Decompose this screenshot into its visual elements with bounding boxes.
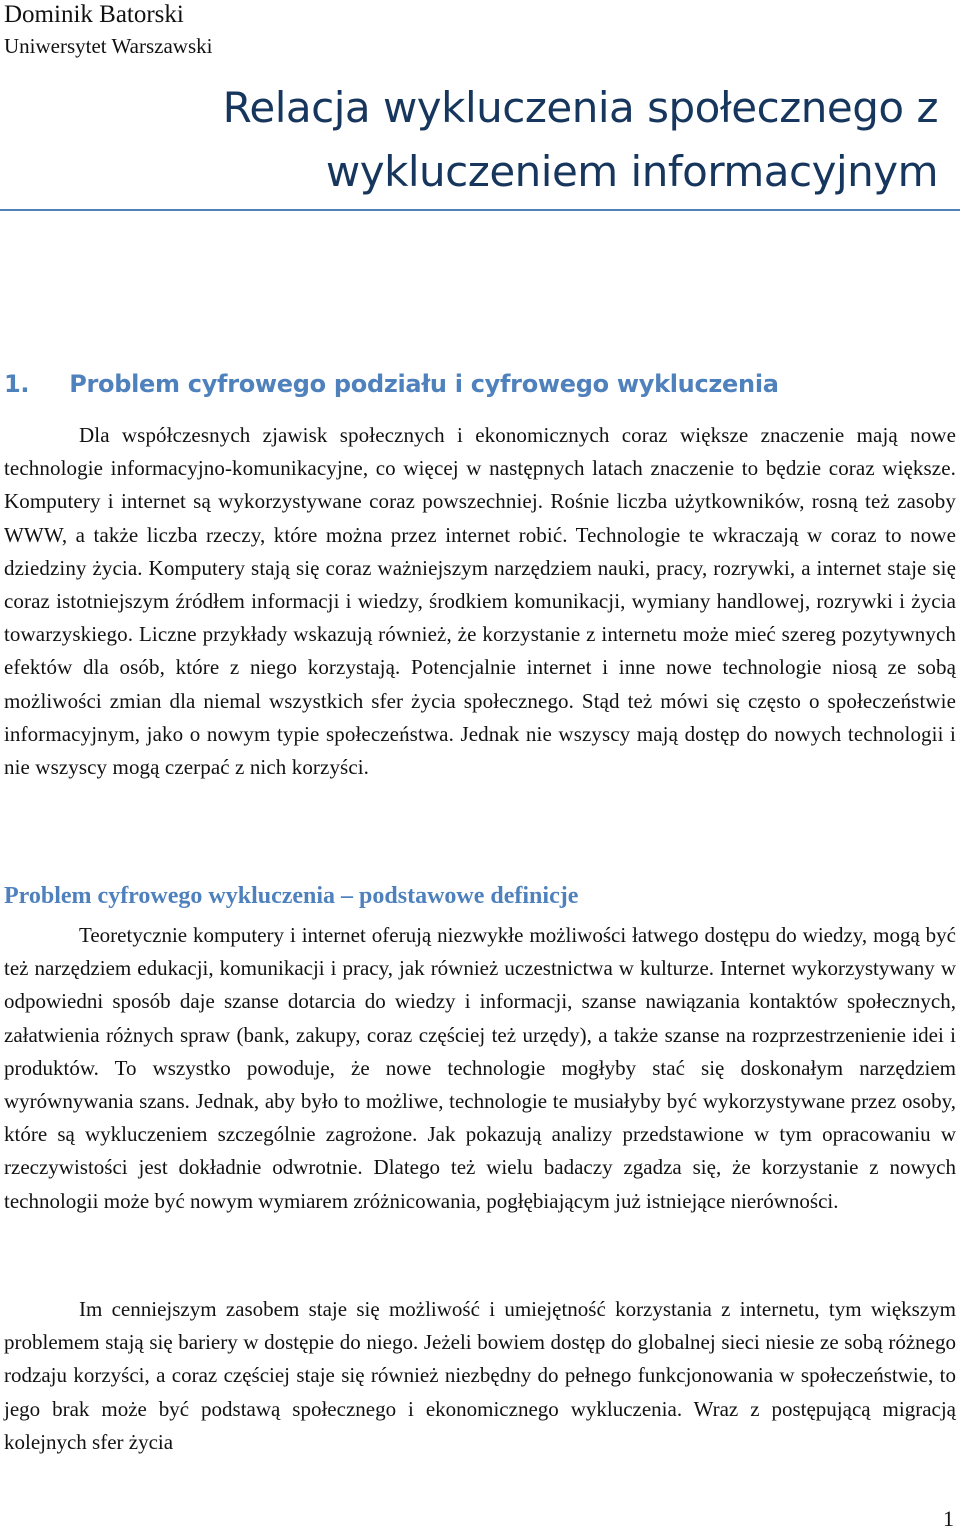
author-affiliation: Uniwersytet Warszawski <box>4 34 213 58</box>
page-number: 1 <box>943 1506 954 1531</box>
section-2-paragraph-1: Teoretycznie komputery i internet oferują niezwykłe możliwości łatwego dostępu do wiedzy, mogą być też narzędziem edukacji, komunikacji i pracy, jak również uczestnictwa w kulturze. Internet wykorzystywany w odpowiedni sposób daje szanse dotarcia do wiedzy i informacji, szanse nawiązania kontaktów społecznych, załatwienia różnych spraw (bank, zakupy, coraz częściej też urzędy), a także szanse na rozprzestrzenienie idei i produktów. To wszystko powoduje, że nowe technologie mogłyby stać się doskonałym narzędziem wyrównywania szans. Jednak, aby było to możliwe, technologie te musiałyby być wykorzystywane przez osoby, które są wykluczeniem szczególnie zagrożone. Jak pokazują analizy przedstawione w tym opracowaniu w rzeczywistości jest dokładnie odwrotnie. Dlatego też wielu badaczy zgadza się, że korzystanie z nowych technologii może być nowym wymiarem zróżnicowania, pogłębiającym już istniejące nierówności. <box>4 923 956 1213</box>
document-title <box>223 76 938 204</box>
author-name: Dominik Batorski <box>4 1 184 28</box>
title-line-2: wykluczeniem informacyjnym <box>325 147 938 196</box>
section-1-paragraph: Dla współczesnych zjawisk społecznych i ekonomicznych coraz większe znaczenie mają nowe technologie informacyjno-komunikacyjne, co więcej w następnych latach znaczenie to będzie coraz większe. Komputery i internet są wykorzystywane coraz powszechniej. Rośnie liczba użytkowników, rosną też zasoby WWW, a także liczba rzeczy, które można przez internet robić. Technologie te wkraczają w coraz to nowe dziedziny życia. Komputery stają się coraz ważniejszym narzędziem nauki, pracy, rozrywki, a internet staje się coraz istotniejszym źródłem informacji i wiedzy, środkiem komunikacji, wymiany handlowej, rozrywki i życia towarzyskiego. Liczne przykłady wskazują również, że korzystanie z internetu może mieć szereg pozytywnych efektów dla osób, które z niego korzystają. Potencjalnie internet i inne nowe technologie niosą ze sobą możliwości zmian dla niemal wszystkich sfer życia społecznego. Stąd też mówi się często o społeczeństwie informacyjnym, jako o nowym typie społeczeństwa. Jednak nie wszyscy mają dostęp do nowych technologii i nie wszyscy mogą czerpać z nich korzyści. <box>4 423 956 780</box>
title-line-1: Relacja wykluczenia społecznego z <box>222 83 938 132</box>
section-1-number: 1. <box>4 370 30 398</box>
section-2-heading: Problem cyfrowego wykluczenia – podstawowe definicje <box>4 883 579 909</box>
title-underline <box>0 209 960 211</box>
section-2-paragraph-2: Im cenniejszym zasobem staje się możliwość i umiejętność korzystania z internetu, tym większym problemem stają się bariery w dostępie do niego. Jeżeli bowiem dostęp do globalnej sieci niesie ze sobą różnego rodzaju korzyści, a coraz częściej staje się również niezbędny do pełnego funkcjonowania w społeczeństwie, to jego brak może być podstawą społecznego i ekonomicznego wykluczenia. Wraz z postępującą migracją kolejnych sfer życia <box>4 1297 956 1454</box>
section-1-heading <box>4 364 779 404</box>
section-1-title: Problem cyfrowego podziału i cyfrowego wykluczenia <box>69 370 779 398</box>
